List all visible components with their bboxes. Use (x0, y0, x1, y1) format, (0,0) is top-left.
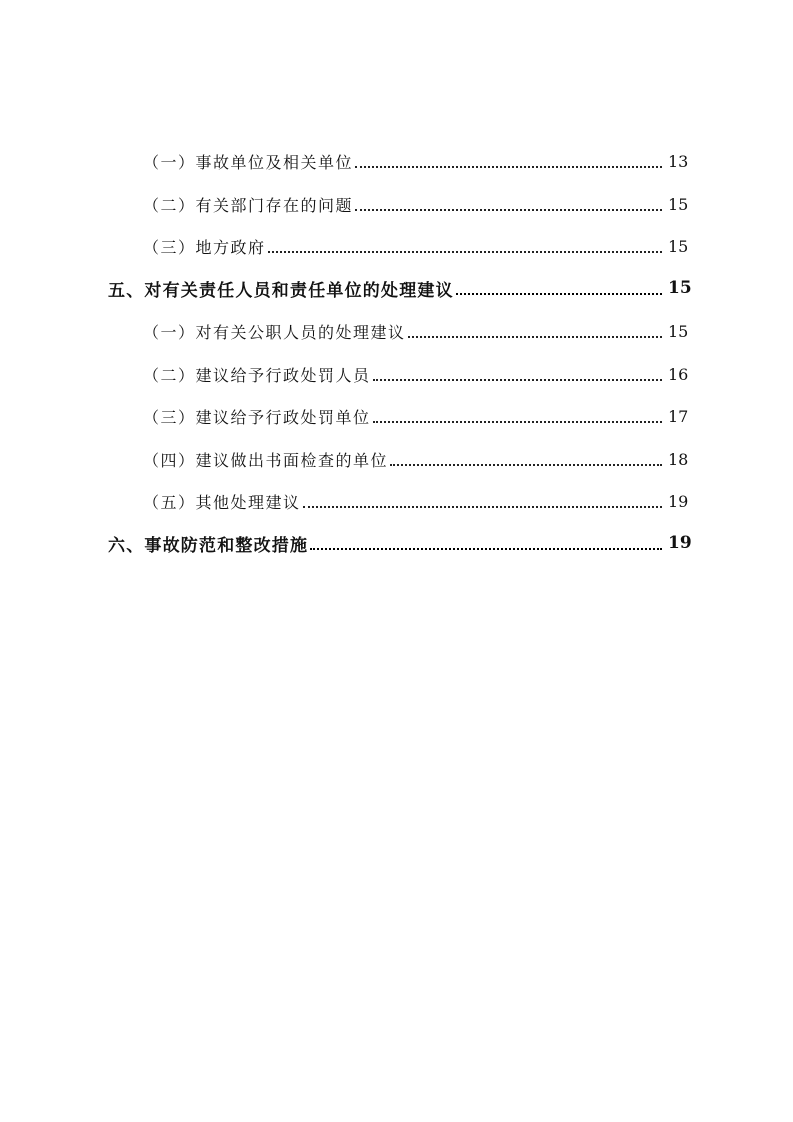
toc-entry[interactable] (0, 146, 793, 176)
toc-entry-page: 15 (668, 321, 689, 341)
toc-leader-dots (373, 421, 662, 423)
toc-entry[interactable] (0, 401, 793, 431)
toc-entry[interactable] (0, 316, 793, 346)
toc-leader-dots (310, 548, 662, 550)
toc-leader-dots (303, 506, 662, 508)
toc-entry-page: 15 (668, 278, 692, 298)
toc-entry-label: 六、事故防范和整改措施 (108, 535, 309, 556)
toc-entry[interactable] (0, 444, 793, 474)
toc-leader-dots (373, 379, 662, 381)
toc-entry-page: 19 (668, 491, 689, 511)
toc-entry-label: （五）其他处理建议 (143, 492, 301, 512)
toc-entry-label: 五、对有关责任人员和责任单位的处理建议 (108, 280, 454, 301)
toc-leader-dots (456, 293, 662, 295)
toc-entry-page: 19 (668, 533, 692, 553)
toc-leader-dots (268, 251, 662, 253)
toc-entry-label: （一）事故单位及相关单位 (143, 152, 354, 172)
toc-entry-label: （二）有关部门存在的问题 (143, 195, 354, 215)
toc-entry-page: 15 (668, 236, 689, 256)
toc-leader-dots (408, 336, 662, 338)
toc-entry[interactable] (0, 231, 793, 261)
toc-entry-page: 16 (668, 364, 689, 384)
toc-entry-main[interactable] (0, 273, 793, 303)
toc-entry-page: 15 (668, 194, 689, 214)
toc-entry[interactable] (0, 359, 793, 389)
toc-entry-page: 18 (668, 449, 689, 469)
toc-entry-label: （二）建议给予行政处罚人员 (143, 365, 371, 385)
toc-entry-label: （三）建议给予行政处罚单位 (143, 407, 371, 427)
toc-entry-page: 13 (668, 151, 689, 171)
toc-entry-label: （三）地方政府 (143, 237, 266, 257)
toc-entry-main[interactable] (0, 528, 793, 558)
toc-entry-label: （一）对有关公职人员的处理建议 (143, 322, 406, 342)
toc-leader-dots (390, 464, 662, 466)
toc-leader-dots (355, 166, 662, 168)
toc-entry-label: （四）建议做出书面检查的单位 (143, 450, 389, 470)
toc-leader-dots (355, 209, 662, 211)
toc-entry-page: 17 (668, 406, 689, 426)
toc-entry[interactable] (0, 189, 793, 219)
toc-entry[interactable] (0, 486, 793, 516)
